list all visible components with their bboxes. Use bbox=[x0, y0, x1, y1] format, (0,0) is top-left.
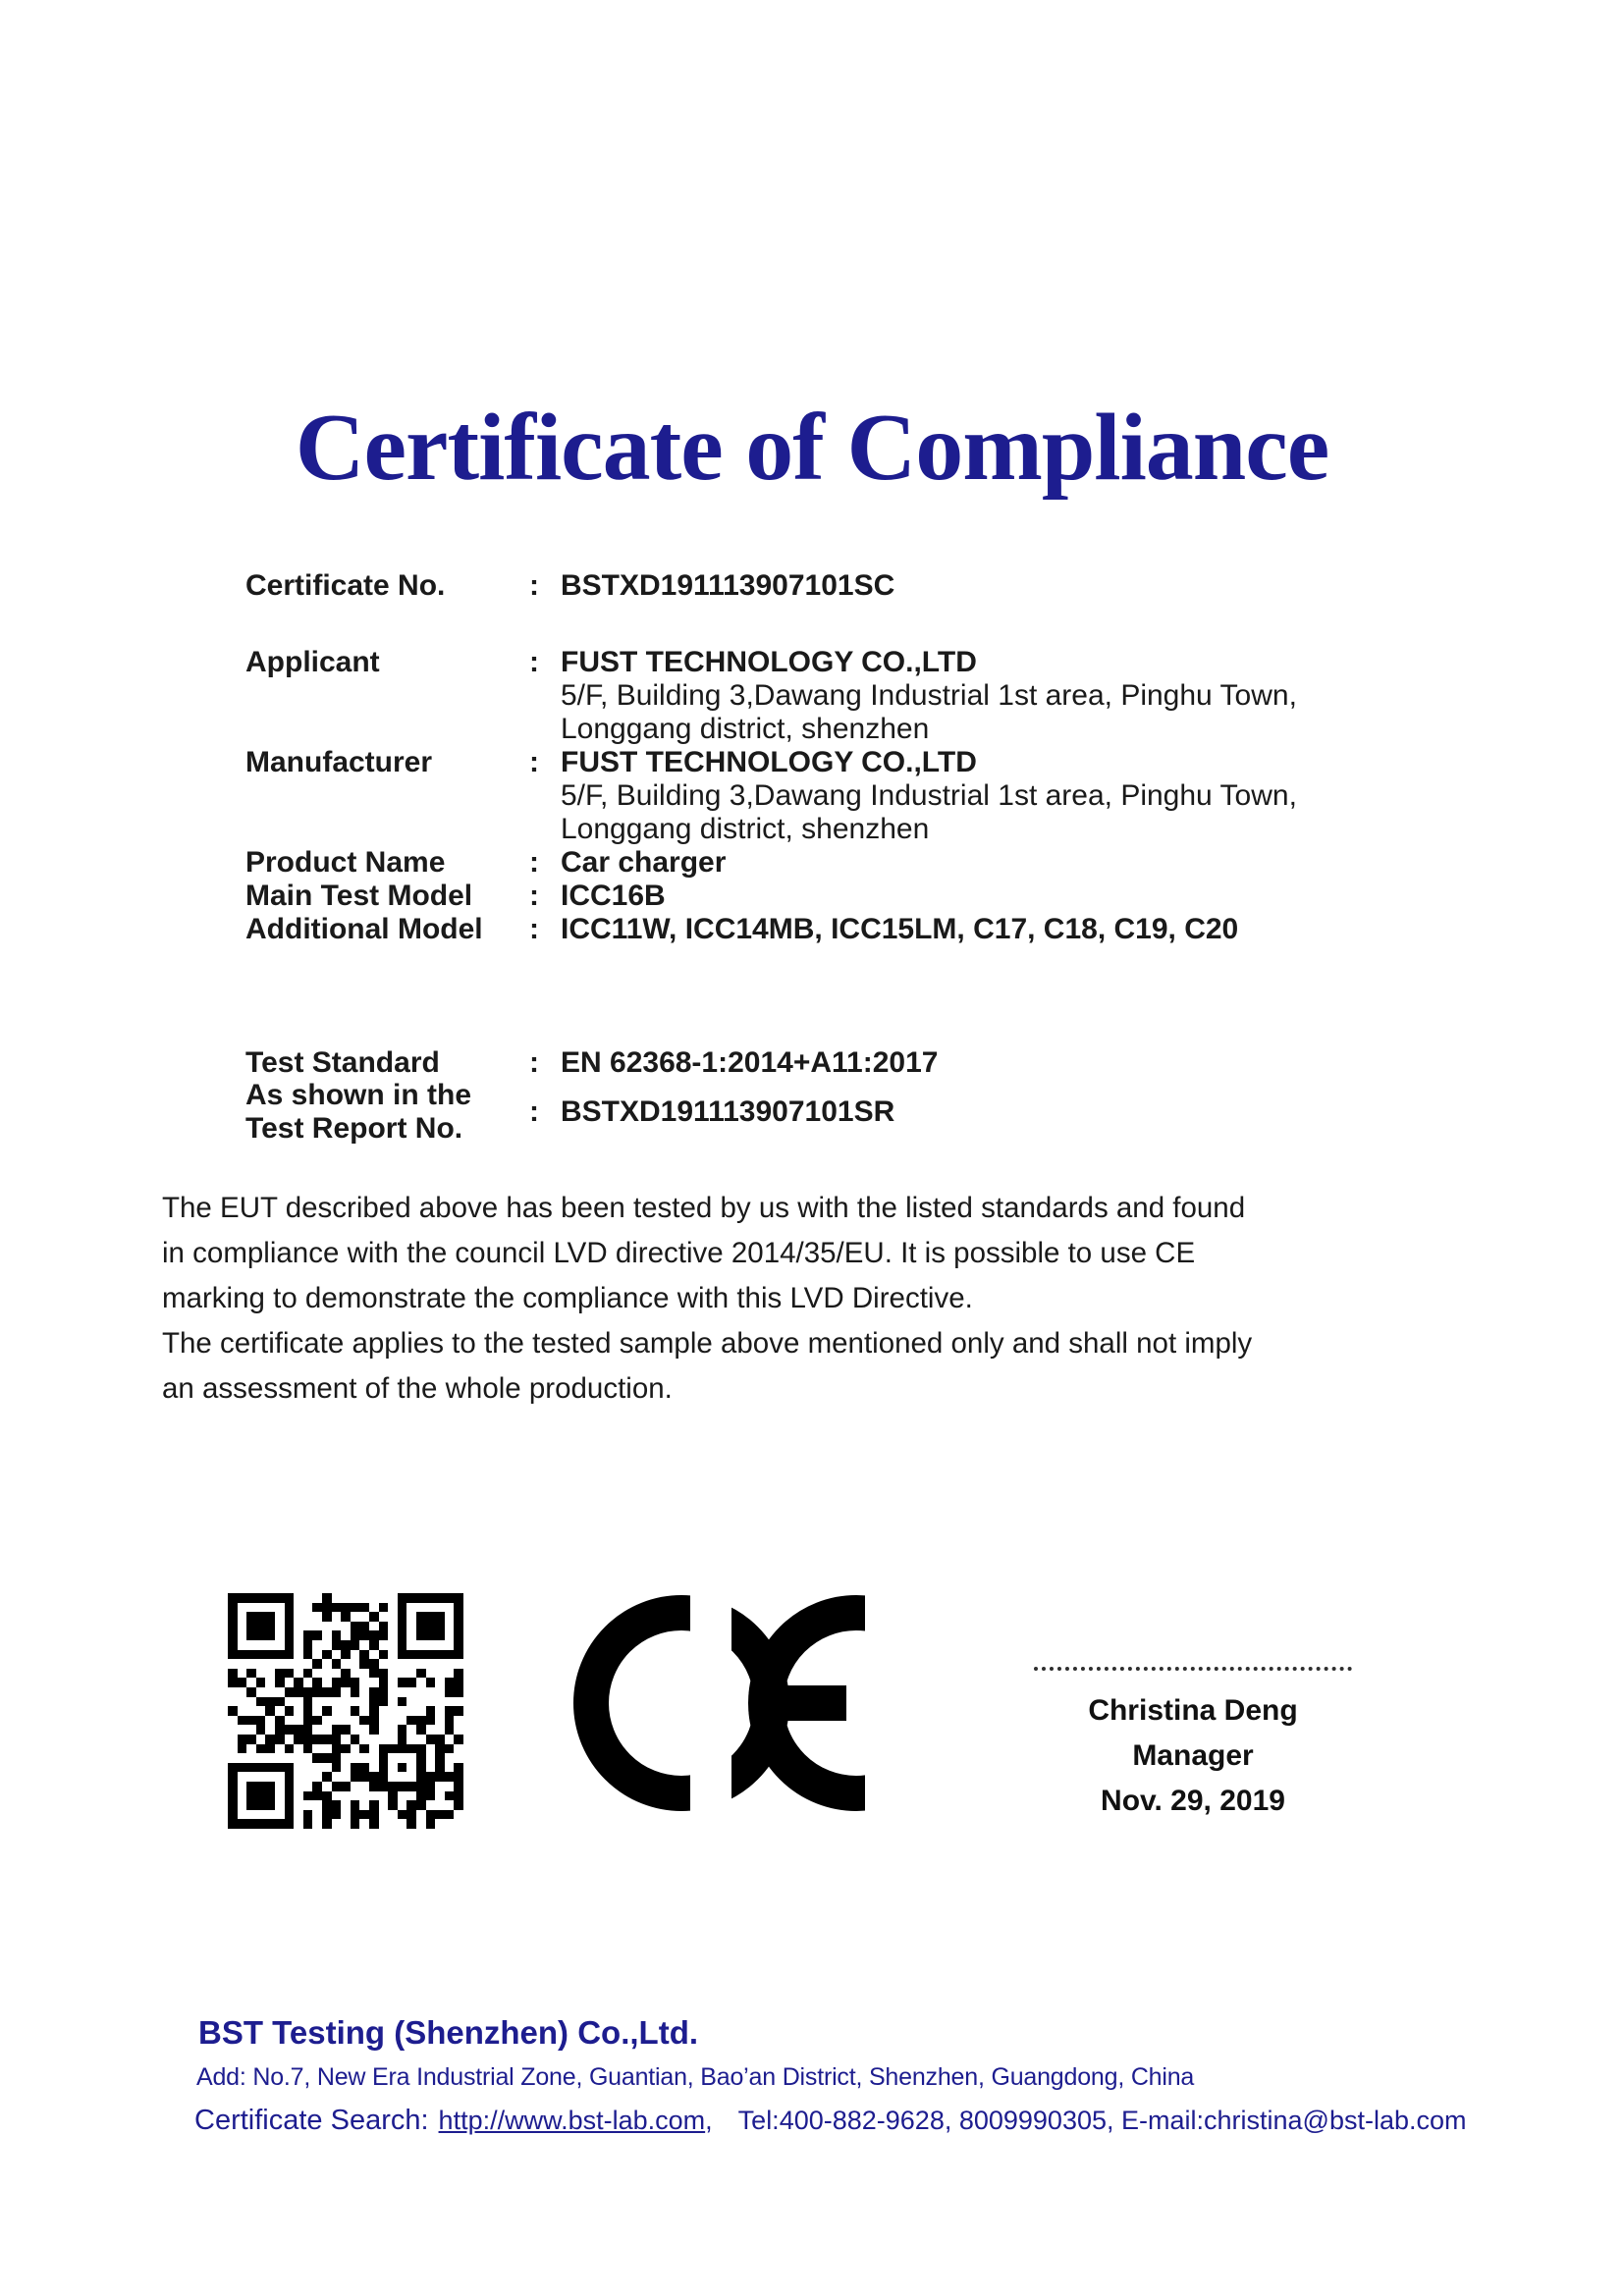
test-report-label-line2: Test Report No. bbox=[245, 1112, 463, 1145]
test-standard-value: EN 62368-1:2014+A11:2017 bbox=[561, 1046, 939, 1079]
field-applicant bbox=[245, 646, 1297, 746]
manufacturer-label: Manufacturer bbox=[245, 746, 433, 778]
body-line: in compliance with the council LVD directive 2014/35/EU. It is possible to use CE bbox=[162, 1237, 1196, 1269]
page-title: Certificate of Compliance bbox=[295, 395, 1329, 501]
field-additional-model bbox=[245, 913, 1238, 946]
manufacturer-company: FUST TECHNOLOGY CO.,LTD bbox=[561, 746, 977, 778]
signature-date: Nov. 29, 2019 bbox=[1101, 1785, 1285, 1817]
footer-contact: Tel:400-882-9628, 8009990305, E-mail:christina@bst-lab.com bbox=[737, 2106, 1467, 2135]
body-line: marking to demonstrate the compliance with this LVD Directive. bbox=[162, 1282, 973, 1314]
applicant-address-line2: Longgang district, shenzhen bbox=[561, 713, 930, 745]
test-report-value: BSTXD191113907101SR bbox=[561, 1095, 895, 1128]
footer-certificate-search-line bbox=[194, 2105, 1467, 2137]
signature-role: Manager bbox=[1132, 1739, 1254, 1772]
ce-mark-logo bbox=[573, 1595, 888, 1811]
applicant-label: Applicant bbox=[245, 646, 380, 678]
ce-letter-e bbox=[766, 1595, 888, 1811]
body-line: The certificate applies to the tested sample above mentioned only and shall not imply bbox=[162, 1327, 1253, 1360]
certificate-search-url[interactable]: http://www.bst-lab.com bbox=[438, 2106, 706, 2135]
search-url-separator: , bbox=[705, 2106, 713, 2135]
footer-address: Add: No.7, New Era Industrial Zone, Guantian, Bao’an District, Shenzhen, Guangdong, China bbox=[196, 2063, 1195, 2091]
colon: : bbox=[529, 1046, 539, 1079]
additional-model-value: ICC11W, ICC14MB, ICC15LM, C17, C18, C19, C20 bbox=[561, 913, 1239, 945]
colon: : bbox=[529, 913, 539, 945]
colon: : bbox=[529, 746, 539, 778]
body-paragraph bbox=[162, 1186, 1478, 1412]
ce-letter-c bbox=[591, 1595, 772, 1811]
certificate-search-label: Certificate Search: bbox=[194, 2105, 429, 2136]
colon: : bbox=[529, 1095, 539, 1128]
test-standard-label: Test Standard bbox=[245, 1046, 440, 1079]
test-report-label-line1: As shown in the bbox=[245, 1079, 472, 1111]
field-test-standard bbox=[245, 1046, 938, 1080]
applicant-address-line1: 5/F, Building 3,Dawang Industrial 1st area, Pinghu Town, bbox=[561, 679, 1297, 712]
additional-model-label: Additional Model bbox=[245, 913, 483, 945]
main-test-model-value: ICC16B bbox=[561, 880, 666, 912]
body-line: The EUT described above has been tested by us with the listed standards and found bbox=[162, 1192, 1246, 1224]
product-name-label: Product Name bbox=[245, 846, 446, 879]
field-product-name bbox=[245, 846, 726, 880]
manufacturer-address-line2: Longgang district, shenzhen bbox=[561, 813, 930, 845]
manufacturer-address-line1: 5/F, Building 3,Dawang Industrial 1st area, Pinghu Town, bbox=[561, 779, 1297, 812]
footer-company-name: BST Testing (Shenzhen) Co.,Ltd. bbox=[198, 2014, 699, 2051]
signature-dotted-line bbox=[1034, 1667, 1352, 1671]
colon: : bbox=[529, 646, 539, 678]
field-manufacturer bbox=[245, 746, 1297, 846]
applicant-company: FUST TECHNOLOGY CO.,LTD bbox=[561, 646, 977, 678]
certificate-no-label: Certificate No. bbox=[245, 569, 446, 602]
colon: : bbox=[529, 569, 539, 602]
certificate-no-value: BSTXD191113907101SC bbox=[561, 569, 895, 602]
qr-code bbox=[228, 1593, 463, 1829]
signature-name: Christina Deng bbox=[1088, 1694, 1298, 1727]
body-line: an assessment of the whole production. bbox=[162, 1372, 673, 1405]
main-test-model-label: Main Test Model bbox=[245, 880, 473, 912]
colon: : bbox=[529, 846, 539, 879]
field-certificate-no bbox=[245, 569, 894, 603]
field-main-test-model bbox=[245, 880, 666, 913]
product-name-value: Car charger bbox=[561, 846, 727, 879]
colon: : bbox=[529, 880, 539, 912]
field-test-report-no bbox=[245, 1079, 894, 1146]
signature-block bbox=[1046, 1667, 1340, 1824]
